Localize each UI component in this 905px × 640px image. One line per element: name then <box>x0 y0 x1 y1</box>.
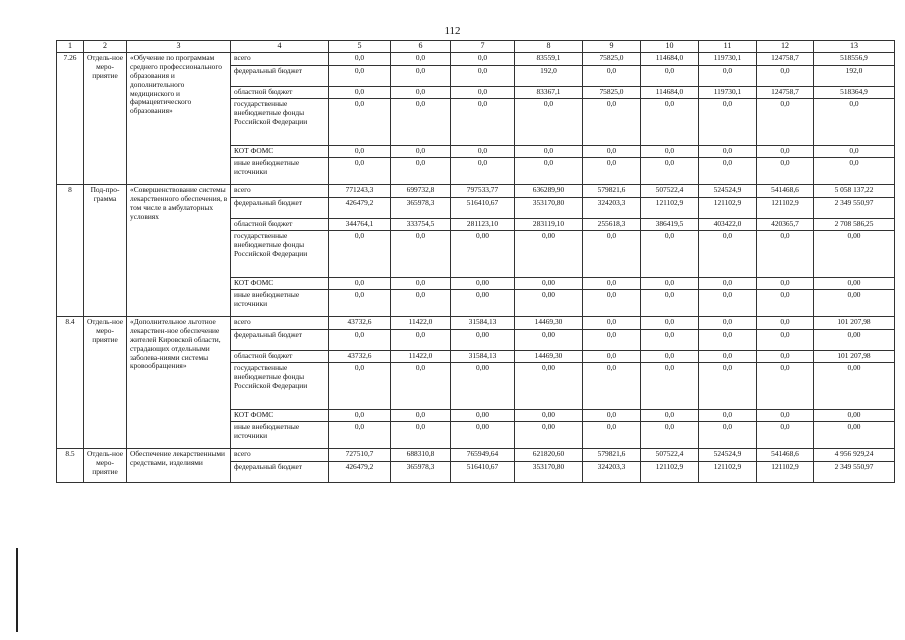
value-cell: 0,00 <box>451 231 515 278</box>
funding-source: КОТ ФОМС <box>231 278 329 290</box>
column-header: 7 <box>451 41 515 53</box>
table-row <box>57 317 895 330</box>
funding-source: иные внебюджетные источники <box>231 290 329 317</box>
value-cell: 621820,60 <box>515 449 583 462</box>
value-cell: 0,0 <box>329 410 391 422</box>
value-cell: 0,0 <box>757 351 814 363</box>
value-cell: 0,0 <box>451 66 515 87</box>
value-cell: 0,0 <box>451 53 515 66</box>
value-cell: 0,0 <box>583 351 641 363</box>
table-row <box>57 449 895 462</box>
value-cell: 727510,7 <box>329 449 391 462</box>
budget-table-container <box>56 40 895 483</box>
value-cell: 0,0 <box>699 158 757 185</box>
funding-source: иные внебюджетные источники <box>231 422 329 449</box>
value-cell: 0,0 <box>583 363 641 410</box>
value-cell: 0,0 <box>641 66 699 87</box>
value-cell: 579821,6 <box>583 185 641 198</box>
value-cell: 0,0 <box>699 290 757 317</box>
value-cell: 0,0 <box>391 231 451 278</box>
value-cell: 0,0 <box>641 363 699 410</box>
funding-source: государственные внебюджетные фонды Российской Федерации <box>231 231 329 278</box>
value-cell: 0,00 <box>451 363 515 410</box>
value-cell: 0,0 <box>451 99 515 146</box>
value-cell: 0,0 <box>699 146 757 158</box>
value-cell: 0,0 <box>757 99 814 146</box>
value-cell: 121102,9 <box>699 462 757 483</box>
value-cell: 0,0 <box>583 290 641 317</box>
value-cell: 765949,64 <box>451 449 515 462</box>
block-code: 8 <box>57 185 84 317</box>
value-cell: 0,0 <box>641 351 699 363</box>
block-name: «Обучение по программам среднего профессионального образования и дополнительного медицинского и фармацевтического образования» <box>127 53 231 185</box>
block-name: Обеспечение лекарственными средствами, изделиями <box>127 449 231 483</box>
value-cell: 0,0 <box>329 231 391 278</box>
value-cell: 2 349 550,97 <box>814 462 895 483</box>
value-cell: 0,0 <box>451 158 515 185</box>
value-cell: 0,0 <box>583 66 641 87</box>
value-cell: 0,0 <box>391 363 451 410</box>
value-cell: 0,0 <box>391 87 451 99</box>
value-cell: 0,0 <box>757 290 814 317</box>
value-cell: 541468,6 <box>757 185 814 198</box>
value-cell: 516410,67 <box>451 198 515 219</box>
value-cell: 0,0 <box>757 278 814 290</box>
value-cell: 14469,30 <box>515 351 583 363</box>
value-cell: 0,0 <box>583 146 641 158</box>
value-cell: 365978,3 <box>391 462 451 483</box>
value-cell: 124758,7 <box>757 53 814 66</box>
funding-source: областной бюджет <box>231 87 329 99</box>
value-cell: 0,0 <box>329 330 391 351</box>
value-cell: 518364,9 <box>814 87 895 99</box>
value-cell: 121102,9 <box>699 198 757 219</box>
column-header: 12 <box>757 41 814 53</box>
funding-source: государственные внебюджетные фонды Российской Федерации <box>231 363 329 410</box>
value-cell: 14469,30 <box>515 317 583 330</box>
block-type: Отдель-ное меро-приятие <box>84 317 127 449</box>
value-cell: 0,0 <box>641 410 699 422</box>
value-cell: 386419,5 <box>641 219 699 231</box>
value-cell: 0,0 <box>391 278 451 290</box>
value-cell: 0,00 <box>814 363 895 410</box>
value-cell: 0,0 <box>329 87 391 99</box>
value-cell: 119730,1 <box>699 53 757 66</box>
funding-source: областной бюджет <box>231 351 329 363</box>
funding-source: федеральный бюджет <box>231 462 329 483</box>
value-cell: 0,0 <box>641 290 699 317</box>
value-cell: 344764,1 <box>329 219 391 231</box>
value-cell: 0,0 <box>641 231 699 278</box>
value-cell: 0,00 <box>515 422 583 449</box>
value-cell: 0,00 <box>451 290 515 317</box>
value-cell: 426479,2 <box>329 462 391 483</box>
value-cell: 516410,67 <box>451 462 515 483</box>
value-cell: 0,00 <box>451 422 515 449</box>
value-cell: 699732,8 <box>391 185 451 198</box>
value-cell: 101 207,98 <box>814 317 895 330</box>
value-cell: 0,0 <box>329 158 391 185</box>
value-cell: 121102,9 <box>641 462 699 483</box>
value-cell: 353170,80 <box>515 462 583 483</box>
block-type: Под-про-грамма <box>84 185 127 317</box>
value-cell: 0,0 <box>515 158 583 185</box>
value-cell: 0,0 <box>641 330 699 351</box>
funding-source: всего <box>231 317 329 330</box>
value-cell: 0,0 <box>583 317 641 330</box>
value-cell: 0,0 <box>699 330 757 351</box>
value-cell: 0,00 <box>515 363 583 410</box>
funding-source: КОТ ФОМС <box>231 410 329 422</box>
value-cell: 403422,0 <box>699 219 757 231</box>
block-code: 8.4 <box>57 317 84 449</box>
value-cell: 0,0 <box>814 146 895 158</box>
value-cell: 420365,7 <box>757 219 814 231</box>
value-cell: 0,0 <box>641 99 699 146</box>
value-cell: 0,00 <box>814 231 895 278</box>
value-cell: 0,00 <box>814 330 895 351</box>
value-cell: 0,0 <box>699 422 757 449</box>
value-cell: 0,00 <box>515 410 583 422</box>
value-cell: 0,0 <box>391 330 451 351</box>
value-cell: 0,0 <box>699 317 757 330</box>
column-header: 6 <box>391 41 451 53</box>
value-cell: 0,0 <box>583 422 641 449</box>
value-cell: 121102,9 <box>757 462 814 483</box>
block-name: «Дополнительное льготное лекарствен-ное обеспечение жителей Кировской области, страдающих отдельными заболева-ниями системы кровообращения» <box>127 317 231 449</box>
block-name: «Совершенствование системы лекарственного обеспечения, в том числе в амбулаторных условиях <box>127 185 231 317</box>
value-cell: 0,0 <box>391 422 451 449</box>
value-cell: 0,0 <box>699 351 757 363</box>
value-cell: 771243,3 <box>329 185 391 198</box>
value-cell: 119730,1 <box>699 87 757 99</box>
value-cell: 353170,80 <box>515 198 583 219</box>
block-type: Отдель-ное меро-приятие <box>84 53 127 185</box>
page-number: 112 <box>444 25 461 37</box>
value-cell: 114684,0 <box>641 87 699 99</box>
value-cell: 324203,3 <box>583 462 641 483</box>
value-cell: 0,0 <box>641 317 699 330</box>
value-cell: 524524,9 <box>699 185 757 198</box>
value-cell: 0,0 <box>757 231 814 278</box>
value-cell: 0,0 <box>583 410 641 422</box>
funding-source: иные внебюджетные источники <box>231 158 329 185</box>
block-code: 8.5 <box>57 449 84 483</box>
funding-source: федеральный бюджет <box>231 198 329 219</box>
value-cell: 101 207,98 <box>814 351 895 363</box>
column-header: 11 <box>699 41 757 53</box>
column-header: 5 <box>329 41 391 53</box>
column-header: 2 <box>84 41 127 53</box>
value-cell: 0,0 <box>329 290 391 317</box>
value-cell: 636289,90 <box>515 185 583 198</box>
block-code: 7.26 <box>57 53 84 185</box>
value-cell: 0,0 <box>329 278 391 290</box>
value-cell: 0,0 <box>391 158 451 185</box>
value-cell: 0,0 <box>391 290 451 317</box>
value-cell: 0,0 <box>699 410 757 422</box>
funding-source: всего <box>231 185 329 198</box>
value-cell: 0,0 <box>699 278 757 290</box>
value-cell: 0,0 <box>757 422 814 449</box>
value-cell: 83559,1 <box>515 53 583 66</box>
value-cell: 0,00 <box>814 290 895 317</box>
value-cell: 0,0 <box>583 99 641 146</box>
value-cell: 524524,9 <box>699 449 757 462</box>
funding-source: федеральный бюджет <box>231 66 329 87</box>
value-cell: 0,0 <box>814 158 895 185</box>
value-cell: 0,0 <box>329 99 391 146</box>
value-cell: 0,0 <box>699 99 757 146</box>
value-cell: 43732,6 <box>329 317 391 330</box>
budget-table <box>56 40 895 483</box>
value-cell: 0,0 <box>583 158 641 185</box>
value-cell: 0,00 <box>451 330 515 351</box>
value-cell: 0,0 <box>391 53 451 66</box>
value-cell: 0,0 <box>583 278 641 290</box>
value-cell: 333754,5 <box>391 219 451 231</box>
value-cell: 0,0 <box>699 66 757 87</box>
value-cell: 0,0 <box>329 53 391 66</box>
value-cell: 688310,8 <box>391 449 451 462</box>
value-cell: 0,00 <box>814 278 895 290</box>
block-type: Отдель-ное меро-приятие <box>84 449 127 483</box>
value-cell: 0,00 <box>515 278 583 290</box>
value-cell: 0,0 <box>757 66 814 87</box>
value-cell: 507522,4 <box>641 449 699 462</box>
column-header: 13 <box>814 41 895 53</box>
value-cell: 0,00 <box>451 410 515 422</box>
value-cell: 0,00 <box>451 278 515 290</box>
value-cell: 0,00 <box>814 410 895 422</box>
value-cell: 365978,3 <box>391 198 451 219</box>
value-cell: 426479,2 <box>329 198 391 219</box>
value-cell: 0,00 <box>515 330 583 351</box>
value-cell: 579821,6 <box>583 449 641 462</box>
value-cell: 0,0 <box>757 410 814 422</box>
value-cell: 31584,13 <box>451 317 515 330</box>
value-cell: 0,0 <box>757 330 814 351</box>
value-cell: 11422,0 <box>391 317 451 330</box>
value-cell: 0,0 <box>699 363 757 410</box>
funding-source: федеральный бюджет <box>231 330 329 351</box>
margin-line <box>16 548 18 632</box>
value-cell: 0,0 <box>515 146 583 158</box>
column-header: 9 <box>583 41 641 53</box>
value-cell: 0,0 <box>757 363 814 410</box>
value-cell: 255618,3 <box>583 219 641 231</box>
funding-source: областной бюджет <box>231 219 329 231</box>
funding-source: всего <box>231 449 329 462</box>
value-cell: 43732,6 <box>329 351 391 363</box>
value-cell: 0,0 <box>583 330 641 351</box>
value-cell: 324203,3 <box>583 198 641 219</box>
value-cell: 4 956 929,24 <box>814 449 895 462</box>
column-header: 4 <box>231 41 329 53</box>
value-cell: 0,0 <box>329 422 391 449</box>
value-cell: 0,0 <box>451 87 515 99</box>
funding-source: всего <box>231 53 329 66</box>
value-cell: 0,0 <box>757 317 814 330</box>
value-cell: 797533,77 <box>451 185 515 198</box>
value-cell: 192,0 <box>814 66 895 87</box>
value-cell: 518556,9 <box>814 53 895 66</box>
value-cell: 75825,0 <box>583 87 641 99</box>
funding-source: государственные внебюджетные фонды Российской Федерации <box>231 99 329 146</box>
funding-source: КОТ ФОМС <box>231 146 329 158</box>
value-cell: 283119,10 <box>515 219 583 231</box>
value-cell: 0,0 <box>329 363 391 410</box>
value-cell: 0,00 <box>814 422 895 449</box>
value-cell: 0,0 <box>641 146 699 158</box>
value-cell: 11422,0 <box>391 351 451 363</box>
value-cell: 0,0 <box>699 231 757 278</box>
column-header: 1 <box>57 41 84 53</box>
column-header: 8 <box>515 41 583 53</box>
value-cell: 0,0 <box>391 66 451 87</box>
column-header: 3 <box>127 41 231 53</box>
value-cell: 121102,9 <box>757 198 814 219</box>
value-cell: 0,0 <box>757 146 814 158</box>
value-cell: 0,0 <box>641 278 699 290</box>
value-cell: 281123,10 <box>451 219 515 231</box>
value-cell: 2 708 586,25 <box>814 219 895 231</box>
value-cell: 2 349 550,97 <box>814 198 895 219</box>
value-cell: 114684,0 <box>641 53 699 66</box>
value-cell: 0,0 <box>391 146 451 158</box>
column-header: 10 <box>641 41 699 53</box>
value-cell: 0,0 <box>641 158 699 185</box>
value-cell: 0,0 <box>515 99 583 146</box>
value-cell: 83367,1 <box>515 87 583 99</box>
value-cell: 0,0 <box>757 158 814 185</box>
value-cell: 75825,0 <box>583 53 641 66</box>
value-cell: 0,0 <box>451 146 515 158</box>
value-cell: 121102,9 <box>641 198 699 219</box>
value-cell: 0,00 <box>515 290 583 317</box>
value-cell: 0,0 <box>391 99 451 146</box>
value-cell: 0,0 <box>641 422 699 449</box>
value-cell: 0,0 <box>391 410 451 422</box>
value-cell: 5 058 137,22 <box>814 185 895 198</box>
header-row <box>57 41 895 53</box>
table-row <box>57 185 895 198</box>
value-cell: 507522,4 <box>641 185 699 198</box>
value-cell: 541468,6 <box>757 449 814 462</box>
value-cell: 0,0 <box>583 231 641 278</box>
value-cell: 192,0 <box>515 66 583 87</box>
value-cell: 0,0 <box>329 146 391 158</box>
value-cell: 0,0 <box>329 66 391 87</box>
value-cell: 0,0 <box>814 99 895 146</box>
value-cell: 31584,13 <box>451 351 515 363</box>
value-cell: 0,00 <box>515 231 583 278</box>
value-cell: 124758,7 <box>757 87 814 99</box>
table-row <box>57 53 895 66</box>
